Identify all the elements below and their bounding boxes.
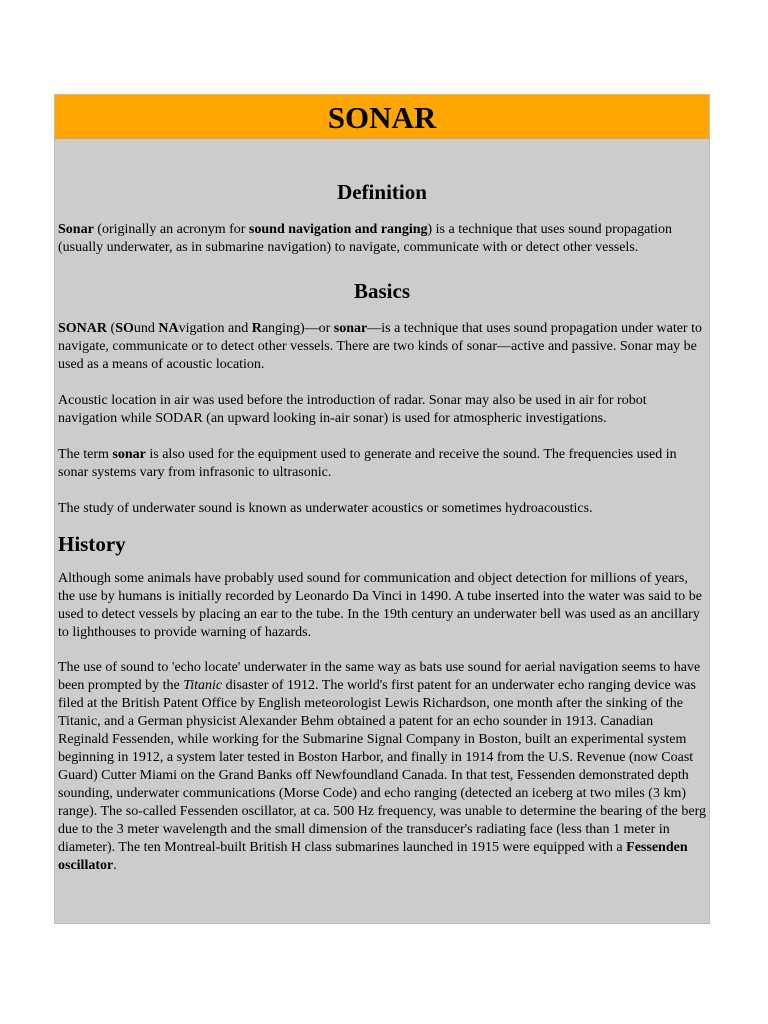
- basics-bold-4: R: [251, 321, 262, 337]
- document-content: [55, 180, 709, 875]
- definition-paragraph: [58, 221, 706, 257]
- basics-paragraph-1: [58, 320, 706, 374]
- basics-text-1: (: [107, 321, 116, 337]
- definition-text-1: (originally an acronym for: [93, 222, 249, 238]
- definition-term: Sonar: [58, 222, 94, 238]
- history-p2-italic: Titanic: [183, 677, 223, 693]
- basics-bold-3: NA: [158, 321, 179, 337]
- definition-heading: Definition: [337, 180, 427, 204]
- history-paragraph-1: Although some animals have probably used sound for communication and object detection for millions of years, the use by humans is initially recorded by Leonardo Da Vinci in 1490. A tube inserted into the water was said to be used to detect vessels by placing an ear to the tube. In the 19th century an underwater bell was used as an ancillary to lighthouses to provide warning of hazards.: [58, 570, 702, 640]
- history-p2-text-2: disaster of 1912. The world's first patent for an underwater echo ranging device was filed at the British Patent Office by English meteorologist Lewis Richardson, one month after the sinking of the Titanic, and a German physicist Alexander Behm obtained a patent for an echo sounder in 1913. Canadian Reginald Fessenden, while working for the Submarine Signal Company in Boston, built an experimental system beginning in 1912, a system later tested in Boston Harbor, and finally in 1914 from the U.S. Revenue (now Coast Guard) Cutter Miami on the Grand Banks off Newfoundland Canada. In that test, Fessenden demonstrated depth sounding, underwater communications (Morse Code) and echo ranging (detected an iceberg at two miles (3 km) range). The so-called Fessenden oscillator, at ca. 500 Hz frequency, was unable to determine the bearing of the berg due to the 3 meter wavelength and the small dimension of the transducer's radiating face (less than 1 meter in diameter). The ten Montreal-built British H class submarines launched in 1915 were equipped with a: [58, 677, 706, 855]
- history-heading: History: [58, 532, 126, 557]
- page-title: SONAR: [327, 99, 437, 135]
- basics-heading: Basics: [353, 279, 410, 304]
- basics-text-2: und: [133, 321, 159, 337]
- document-panel: [54, 94, 710, 924]
- basics-text-5: —is a technique that uses sound propagation under water to navigate, communicate or to detect other vessels. There are two kinds of sonar—active and passive. Sonar may be used as a means of acoustic location.: [58, 321, 702, 373]
- basics-text-4: anging)—or: [261, 321, 334, 337]
- basics-paragraph-3: [58, 446, 706, 482]
- basics-text-3: vigation and: [178, 321, 252, 337]
- basics-paragraph-4: The study of underwater sound is known as underwater acoustics or sometimes hydroacoustics.: [58, 501, 593, 517]
- history-p2-text-1: The use of sound to 'echo locate' underwater in the same way as bats use sound for aerial navigation seems to have been prompted by the: [58, 659, 701, 693]
- history-p2-bold: Fessenden oscillator: [58, 839, 688, 873]
- definition-acronym: sound navigation and ranging: [248, 222, 428, 238]
- title-banner: [55, 95, 709, 140]
- history-paragraph-2: [58, 659, 706, 875]
- basics-p3-bold: sonar: [112, 447, 146, 463]
- definition-text-2: ) is a technique that uses sound propagation (usually underwater, as in submarine navigation) to navigate, communicate with or detect other vessels.: [58, 222, 673, 256]
- basics-bold-5: sonar: [333, 321, 368, 337]
- basics-p3-text-1: The term: [58, 447, 113, 463]
- basics-paragraph-2: Acoustic location in air was used before the introduction of radar. Sonar may also be used in air for robot navigation while SODAR (an upward looking in-air sonar) is used for atmospheric investigations.: [58, 393, 647, 427]
- history-p2-text-3: .: [113, 857, 117, 873]
- basics-bold-2: SO: [115, 321, 134, 337]
- basics-p3-text-2: is also used for the equipment used to generate and receive the sound. The frequencies used in sonar systems vary from infrasonic to ultrasonic.: [58, 447, 677, 481]
- basics-bold-1: SONAR: [58, 321, 108, 337]
